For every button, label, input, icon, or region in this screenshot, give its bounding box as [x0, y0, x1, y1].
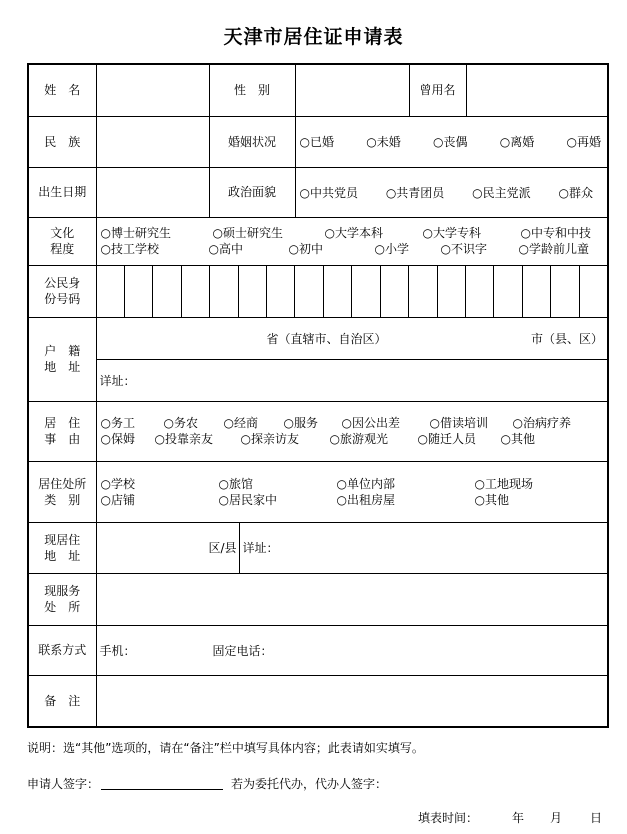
reason-option-work[interactable]: ○务工 [100, 416, 135, 430]
id-digit-box[interactable] [409, 266, 437, 317]
contact-label: 联系方式 [28, 625, 96, 675]
reason-option-medical[interactable]: ○治病疗养 [512, 416, 571, 430]
education-options [96, 217, 608, 265]
political-label: 政治面貌 [209, 167, 295, 217]
reason-option-study[interactable]: ○借读培训 [429, 416, 488, 430]
reason-option-nanny[interactable]: ○保姆 [100, 432, 135, 446]
marital-option-remarried[interactable]: ○再婚 [566, 135, 601, 149]
name-field[interactable] [96, 64, 209, 116]
row-workplace [28, 573, 608, 625]
marital-label: 婚姻状况 [209, 116, 295, 167]
place-type-label: 居住处所 类 别 [28, 461, 96, 522]
marital-options [295, 116, 608, 167]
place-option-construction[interactable]: ○工地现场 [474, 476, 533, 491]
agent-signature-label: 若为委托代办，代办人签字： [231, 777, 388, 791]
marital-option-unmarried[interactable]: ○未婚 [366, 135, 401, 149]
former-name-label: 曾用名 [409, 64, 466, 116]
agent-signature-field[interactable] [387, 778, 547, 790]
edu-option-master[interactable]: ○硕士研究生 [212, 226, 283, 240]
id-digit-box[interactable] [324, 266, 352, 317]
id-digit-box[interactable] [551, 266, 579, 317]
fill-date-day: 日 [590, 811, 603, 825]
id-digit-box[interactable] [580, 266, 607, 317]
id-digit-box[interactable] [239, 266, 267, 317]
row-name [28, 64, 608, 116]
ethnicity-field[interactable] [96, 116, 209, 167]
id-digit-box[interactable] [381, 266, 409, 317]
marital-option-widowed[interactable]: ○丧偶 [433, 135, 468, 149]
row-birth [28, 167, 608, 217]
reason-option-business-trip[interactable]: ○因公出差 [341, 416, 400, 430]
id-digit-box[interactable] [125, 266, 153, 317]
row-remarks [28, 675, 608, 727]
reason-option-relatives[interactable]: ○投靠亲友 [154, 432, 213, 446]
marital-option-married[interactable]: ○已婚 [299, 135, 334, 149]
hukou-detail-field[interactable] [97, 360, 608, 401]
gender-label: 性 别 [209, 64, 295, 116]
birth-field[interactable] [96, 167, 209, 217]
place-option-hotel[interactable]: ○旅馆 [218, 476, 253, 491]
workplace-field[interactable] [96, 573, 608, 625]
place-option-shop[interactable]: ○店铺 [100, 492, 135, 507]
reason-option-business[interactable]: ○经商 [223, 416, 258, 430]
row-hukou-address [28, 317, 608, 401]
hukou-province-label: 省（直辖市、自治区） [266, 331, 387, 346]
reason-option-farming[interactable]: ○务农 [163, 416, 198, 430]
place-option-rental[interactable]: ○出租房屋 [336, 492, 395, 507]
fill-date [418, 809, 602, 826]
reason-options [96, 401, 608, 461]
fill-date-month: 月 [550, 811, 563, 825]
id-number-field[interactable] [96, 265, 608, 317]
edu-option-technical-secondary[interactable]: ○中专和中技 [520, 226, 591, 240]
signature-line [27, 775, 547, 792]
marital-option-divorced[interactable]: ○离婚 [499, 135, 535, 149]
political-options [295, 167, 608, 217]
row-current-address [28, 522, 608, 573]
row-residence-reason [28, 401, 608, 461]
place-option-school[interactable]: ○学校 [100, 476, 135, 491]
id-digit-box[interactable] [153, 266, 181, 317]
current-address-detail-field[interactable] [240, 523, 608, 573]
edu-option-phd[interactable]: ○博士研究生 [100, 226, 171, 240]
id-digit-box[interactable] [438, 266, 466, 317]
id-digit-box[interactable] [97, 266, 125, 317]
form-note: 说明：选“其他”选项的，请在“备注”栏中填写具体内容；此表请如实填写。 [27, 741, 424, 755]
edu-option-illiterate[interactable]: ○不识字 [440, 242, 487, 256]
political-option-ccp[interactable]: ○中共党员 [299, 185, 358, 200]
id-number-label: 公民身 份号码 [28, 265, 96, 317]
current-address-label: 现居住 地 址 [28, 522, 96, 573]
reason-option-other[interactable]: ○其他 [500, 432, 535, 446]
workplace-label: 现服务 处 所 [28, 573, 96, 625]
reason-option-accompany[interactable]: ○随迁人员 [417, 432, 476, 446]
applicant-signature-label: 申请人签字： [27, 777, 100, 791]
hukou-detail-label: 详址： [99, 373, 136, 388]
edu-option-college[interactable]: ○大学专科 [422, 226, 481, 240]
remarks-label: 备 注 [28, 675, 96, 727]
reason-label: 居 住 事 由 [28, 401, 96, 461]
id-digit-box[interactable] [523, 266, 551, 317]
current-address-district-field[interactable] [97, 523, 240, 573]
place-option-unit[interactable]: ○单位内部 [336, 476, 395, 491]
reason-option-tourism[interactable]: ○旅游观光 [329, 432, 388, 446]
id-digit-box[interactable] [295, 266, 323, 317]
edu-option-tech-school[interactable]: ○技工学校 [100, 242, 159, 256]
edu-option-primary[interactable]: ○小学 [374, 242, 409, 256]
gender-field[interactable] [295, 64, 409, 116]
id-digit-box[interactable] [494, 266, 522, 317]
current-address-detail-label: 详址： [242, 541, 279, 555]
row-education [28, 217, 608, 265]
education-label: 文化 程度 [28, 217, 96, 265]
current-address-field [96, 522, 608, 573]
political-option-cyl[interactable]: ○共青团员 [385, 185, 445, 200]
contact-field [96, 625, 608, 675]
id-digit-box[interactable] [182, 266, 210, 317]
edu-option-bachelor[interactable]: ○大学本科 [324, 226, 383, 240]
application-form-table [27, 63, 609, 728]
fill-date-year: 年 [512, 811, 525, 825]
edu-option-preschool[interactable]: ○学龄前儿童 [518, 242, 589, 256]
row-place-type [28, 461, 608, 522]
id-digit-box[interactable] [466, 266, 494, 317]
id-digit-box[interactable] [267, 266, 295, 317]
current-address-district-label: 区/县 [208, 541, 237, 555]
mobile-label: 手机： [99, 643, 136, 658]
applicant-signature-field[interactable] [101, 778, 223, 790]
political-option-masses[interactable]: ○群众 [558, 185, 593, 200]
hukou-field [96, 317, 608, 401]
political-option-democratic[interactable]: ○民主党派 [472, 185, 531, 200]
id-digit-box[interactable] [210, 266, 238, 317]
fill-date-label: 填表时间： [418, 811, 479, 825]
form-title: 天津市居住证申请表 [223, 26, 404, 48]
hukou-city-label: 市（县、区） [530, 331, 603, 346]
place-option-residence[interactable]: ○居民家中 [218, 492, 277, 507]
reason-option-service[interactable]: ○服务 [283, 416, 318, 430]
id-digit-box[interactable] [352, 266, 380, 317]
reason-option-visiting[interactable]: ○探亲访友 [240, 432, 299, 446]
edu-option-junior-high[interactable]: ○初中 [288, 242, 323, 256]
birth-label: 出生日期 [28, 167, 96, 217]
ethnicity-label: 民 族 [28, 116, 96, 167]
row-id-number [28, 265, 608, 317]
hukou-label: 户 籍 地 址 [28, 317, 96, 401]
edu-option-high-school[interactable]: ○高中 [208, 242, 243, 256]
landline-label: 固定电话： [212, 643, 273, 658]
place-option-other[interactable]: ○其他 [474, 492, 509, 507]
row-contact [28, 625, 608, 675]
former-name-field[interactable] [466, 64, 608, 116]
row-ethnicity [28, 116, 608, 167]
remarks-field[interactable] [96, 675, 608, 727]
name-label: 姓 名 [28, 64, 96, 116]
place-type-options [96, 461, 608, 522]
